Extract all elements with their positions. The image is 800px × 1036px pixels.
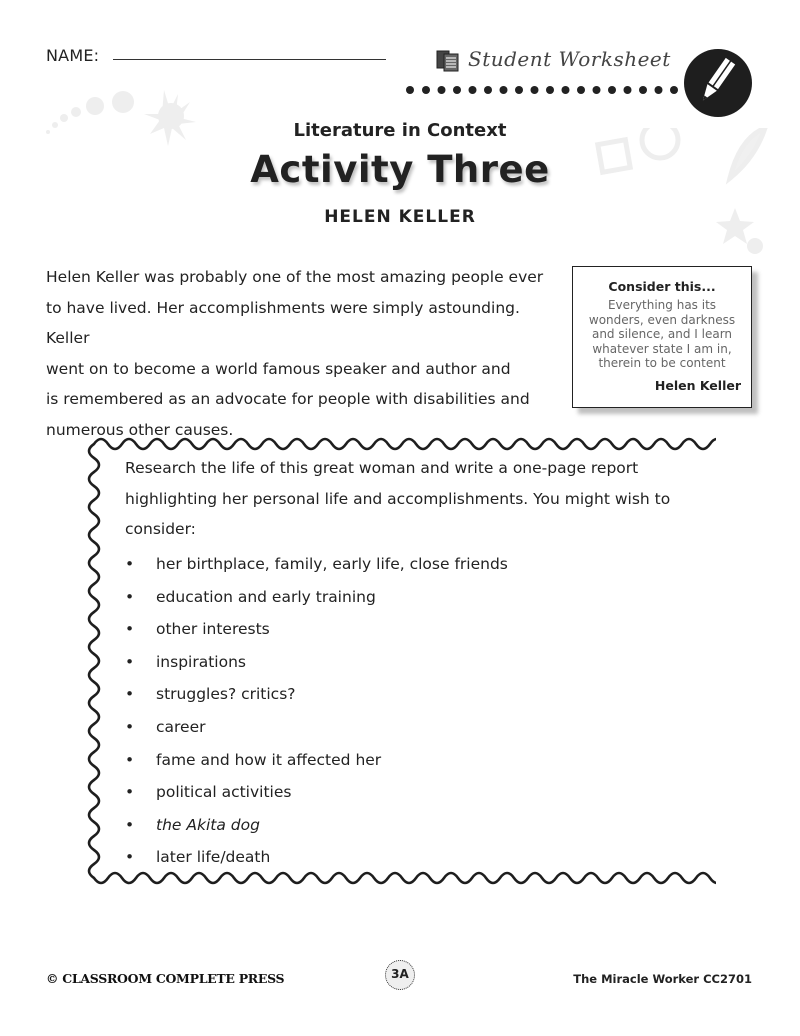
book-code: The Miracle Worker CC2701 [573, 972, 752, 986]
list-item [125, 678, 685, 711]
bullet-icon: • [125, 620, 135, 639]
bullet-icon: • [125, 815, 135, 834]
intro-line: is remembered as an advocate for people with disabilities and [46, 390, 530, 408]
list-item-text: her birthplace, family, early life, close friends [156, 555, 508, 573]
bullet-icon: • [125, 587, 135, 606]
list-item-text: education and early training [156, 587, 376, 606]
bullet-icon: • [125, 652, 135, 671]
list-item-text: the Akita dog [156, 815, 260, 834]
dotted-divider [404, 82, 680, 98]
intro-paragraph [46, 262, 566, 445]
quote-line: wonders, even darkness [588, 312, 736, 327]
bullet-icon: • [125, 750, 135, 769]
quote-line: therein to be content [598, 356, 726, 370]
worksheet-label: Student Worksheet [468, 47, 671, 71]
quote-line: and silence, and I learn [591, 327, 733, 341]
topic-heading: HELEN KELLER [324, 207, 476, 227]
list-item [125, 548, 685, 581]
page-number-badge: 3A [385, 960, 415, 990]
publisher-logo: © CLASSROOM COMPLETE PRESS [46, 971, 285, 986]
quote-box [572, 266, 752, 408]
name-label: NAME: [46, 46, 100, 65]
bullet-icon: • [125, 685, 135, 704]
list-item [125, 581, 685, 614]
section-subtitle: Literature in Context [293, 120, 507, 141]
list-item [125, 711, 685, 744]
list-item [125, 613, 685, 646]
list-item [125, 809, 685, 842]
consider-list [125, 548, 685, 874]
quote-title: Consider this... [608, 279, 716, 294]
list-item-text: other interests [156, 620, 270, 639]
list-item-text: career [156, 717, 206, 736]
bullet-icon: • [125, 783, 135, 802]
list-item-text: later life/death [156, 848, 271, 867]
list-item-text: struggles? critics? [156, 685, 296, 704]
bullet-icon: • [125, 717, 135, 736]
document-stack-icon [436, 50, 460, 72]
task-line: consider: [125, 520, 196, 538]
intro-line: went on to become a world famous speaker and author and [46, 359, 511, 378]
intro-line: to have lived. Her accomplishments were simply astounding. Keller [46, 298, 520, 347]
list-item [125, 744, 685, 777]
quote-line: Everything has its [607, 298, 717, 312]
list-item [125, 841, 685, 874]
task-instructions [125, 453, 685, 545]
bullet-icon: • [125, 555, 135, 573]
list-item-text: political activities [156, 783, 292, 802]
task-line: Research the life of this great woman and write a one-page report [125, 459, 639, 477]
page-title: Activity Three [250, 148, 550, 191]
quote-text [573, 298, 751, 371]
bullet-icon: • [125, 848, 135, 867]
pencil-icon [683, 48, 753, 118]
intro-line: Helen Keller was probably one of the most amazing people ever [46, 268, 544, 286]
name-blank-line[interactable] [113, 59, 386, 60]
list-item [125, 646, 685, 679]
intro-line: numerous other causes. [46, 420, 234, 439]
task-line: highlighting her personal life and accomplishments. You might wish to [125, 489, 671, 508]
list-item [125, 776, 685, 809]
quote-author: Helen Keller [654, 377, 741, 393]
list-item-text: inspirations [156, 652, 246, 671]
quote-line: whatever state I am in, [592, 341, 732, 356]
list-item-text: fame and how it affected her [156, 750, 382, 769]
